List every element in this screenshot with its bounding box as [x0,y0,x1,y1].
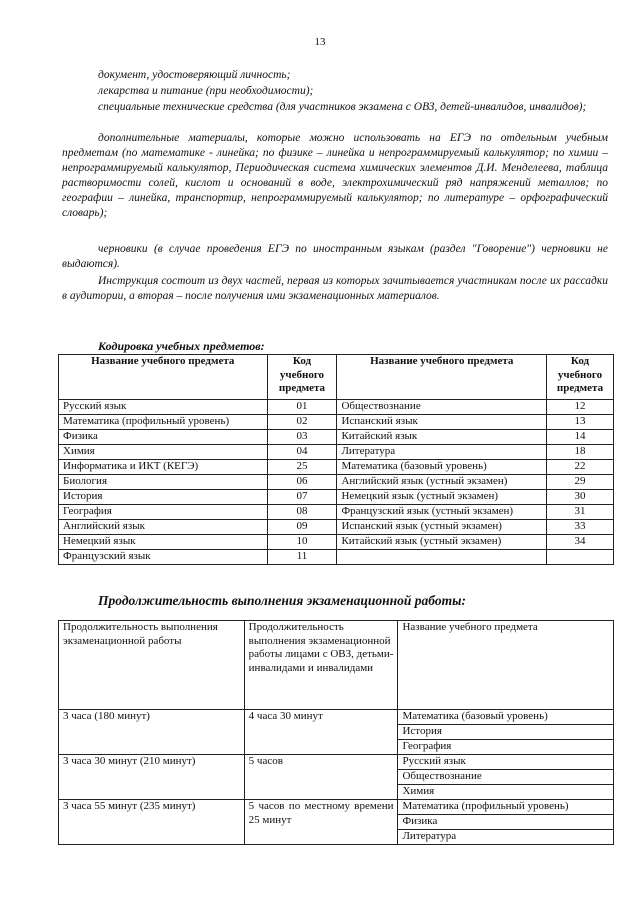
subject-cell: Литература [398,830,614,845]
subject-name-cell: Английский язык (устный экзамен) [337,475,547,490]
subject-cell: Математика (базовый уровень) [398,710,614,725]
subject-code-cell: 29 [547,475,614,490]
header-subject-code: Код учебного предмета [267,355,337,400]
subject-code-cell: 07 [267,490,337,505]
paragraph-instruction: Инструкция состоит из двух частей, первая из которых зачитывается участникам после их рассадки в аудитории, а вторая – после получения ими экзаменационных материалов. [62,275,608,302]
table-row [59,475,614,490]
subject-name-cell: Немецкий язык [59,535,268,550]
paragraph-medicine: лекарства и питание (при необходимости); [98,85,314,97]
paragraph-drafts: черновики (в случае проведения ЕГЭ по иностранным языкам (раздел "Говорение") черновики не выдаются). [62,243,608,270]
subject-name-cell: Литература [337,445,547,460]
subject-code-cell: 08 [267,505,337,520]
table-row [59,755,614,770]
subject-name-cell: География [59,505,268,520]
duration-ovz-cell: 5 часов по местному времени 25 минут [244,800,398,845]
subject-name-cell: Китайский язык [337,430,547,445]
subject-name-cell: Французский язык [59,550,268,565]
subject-cell: Физика [398,815,614,830]
subject-name-cell: Биология [59,475,268,490]
header-duration: Продолжительность выполнения экзаменационной работы [59,621,245,710]
subject-cell: География [398,740,614,755]
paragraph-special-means: специальные технические средства (для участников экзамена с ОВЗ, детей-инвалидов, инвалидов); [98,101,587,113]
table-row [59,550,614,565]
subject-name-cell: Физика [59,430,268,445]
subject-code-cell [547,550,614,565]
table-row [59,535,614,550]
subject-name-cell: Французский язык (устный экзамен) [337,505,547,520]
subject-cell: История [398,725,614,740]
duration-cell: 3 часа 30 минут (210 минут) [59,755,245,800]
subject-code-cell: 01 [267,400,337,415]
coding-table [58,354,614,565]
header-duration-ovz: Продолжительность выполнения экзаменационной работы лицами с ОВЗ, детьми-инвалидами и инвалидами [244,621,398,710]
header-subject: Название учебного предмета [398,621,614,710]
subject-name-cell: Математика (профильный уровень) [59,415,268,430]
table-row [59,400,614,415]
table-row [59,520,614,535]
subject-name-cell: Математика (базовый уровень) [337,460,547,475]
subject-name-cell: Немецкий язык (устный экзамен) [337,490,547,505]
duration-ovz-cell: 5 часов [244,755,398,800]
duration-header-row [59,621,614,710]
subject-name-cell: Информатика и ИКТ (КЕГЭ) [59,460,268,475]
subject-name-cell: Русский язык [59,400,268,415]
table-row [59,430,614,445]
table-row [59,800,614,815]
table-row [59,415,614,430]
subject-name-cell: История [59,490,268,505]
duration-cell: 3 часа (180 минут) [59,710,245,755]
coding-header-row [59,355,614,400]
table-row [59,445,614,460]
table-row [59,460,614,475]
table-row [59,490,614,505]
subject-code-cell: 06 [267,475,337,490]
subject-name-cell: Английский язык [59,520,268,535]
table-row [59,505,614,520]
subject-code-cell: 10 [267,535,337,550]
table-row [59,710,614,725]
subject-name-cell: Испанский язык (устный экзамен) [337,520,547,535]
duration-table [58,620,614,845]
header-subject-code: Код учебного предмета [547,355,614,400]
paragraph-additional-materials: дополнительные материалы, которые можно использовать на ЕГЭ по отдельным учебным предметам (по математике - линейка; по физике – линейка и непрограммируемый калькулятор; по химии – непрограммируемый калькулятор, Периодическая система химических элементов Д.И. Менделеева, таблица растворимости солей, кислот и оснований в воде, электрохимический ряд напряжений металлов; по географии – линейка, транспортир, непрограммируемый калькулятор; по литературе – орфографический словарь); [62,132,608,219]
subject-code-cell: 04 [267,445,337,460]
header-subject-name: Название учебного предмета [337,355,547,400]
subject-cell: Математика (профильный уровень) [398,800,614,815]
paragraph-id-document: документ, удостоверяющий личность; [98,69,291,81]
subject-cell: Обществознание [398,770,614,785]
header-subject-name: Название учебного предмета [59,355,268,400]
subject-code-cell: 14 [547,430,614,445]
coding-title: Кодировка учебных предметов: [98,339,265,353]
subject-name-cell: Испанский язык [337,415,547,430]
subject-code-cell: 22 [547,460,614,475]
subject-cell: Русский язык [398,755,614,770]
subject-code-cell: 11 [267,550,337,565]
subject-code-cell: 13 [547,415,614,430]
subject-code-cell: 25 [267,460,337,475]
subject-code-cell: 09 [267,520,337,535]
duration-ovz-cell: 4 часа 30 минут [244,710,398,755]
subject-name-cell: Химия [59,445,268,460]
subject-code-cell: 30 [547,490,614,505]
page-number: 13 [314,36,326,48]
subject-code-cell: 34 [547,535,614,550]
subject-name-cell: Обществознание [337,400,547,415]
duration-cell: 3 часа 55 минут (235 минут) [59,800,245,845]
duration-title: Продолжительность выполнения экзаменационной работы: [98,593,466,608]
subject-cell: Химия [398,785,614,800]
subject-code-cell: 18 [547,445,614,460]
subject-name-cell [337,550,547,565]
subject-code-cell: 31 [547,505,614,520]
subject-code-cell: 02 [267,415,337,430]
subject-code-cell: 12 [547,400,614,415]
subject-code-cell: 33 [547,520,614,535]
subject-code-cell: 03 [267,430,337,445]
subject-name-cell: Китайский язык (устный экзамен) [337,535,547,550]
